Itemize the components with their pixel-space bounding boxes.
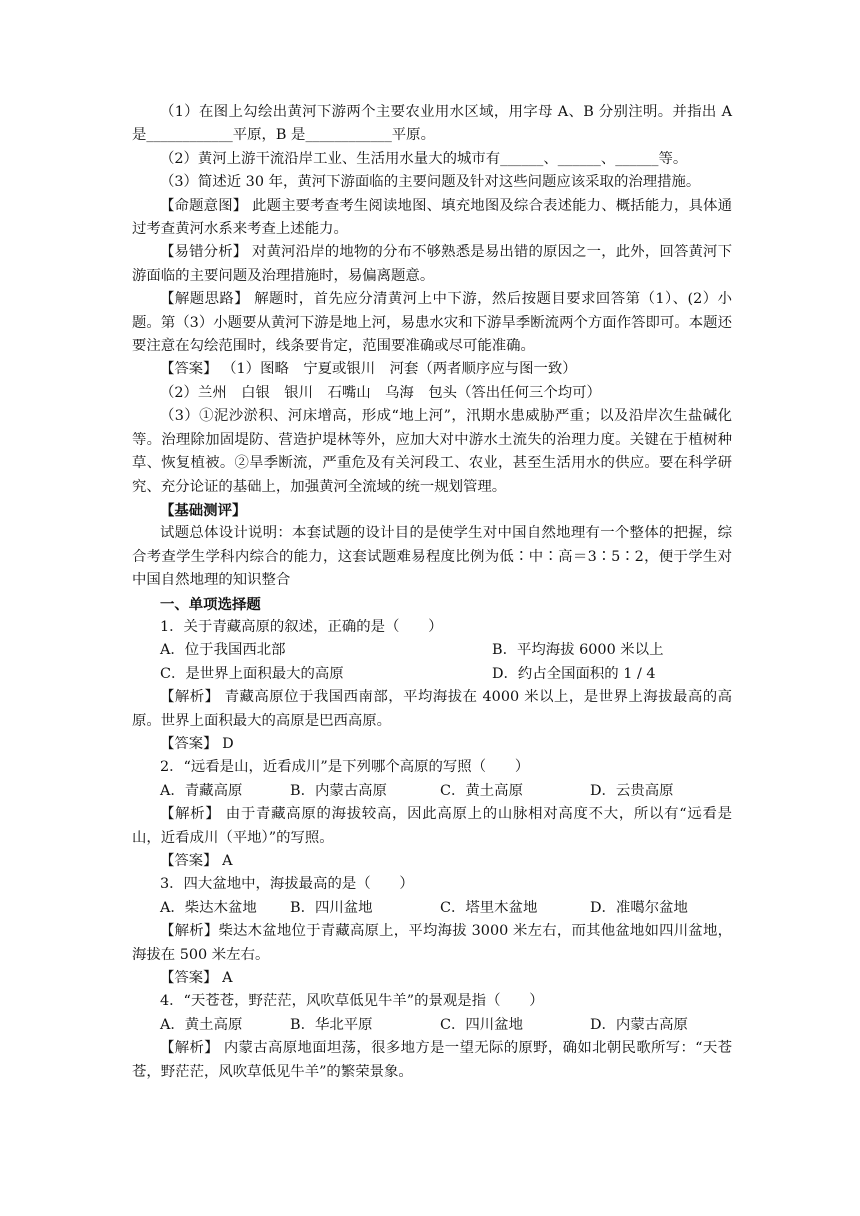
option-b: B．平均海拔 6000 米以上 [492, 642, 664, 659]
question-1-options-row-1 [132, 639, 732, 662]
design-description: 试题总体设计说明：本套试题的设计目的是使学生对中国自然地理有一个整体的把握，综合考查学生学科内综合的能力，这套试题难易程度比例为低∶中∶高＝3∶5∶2，便于学生对中国自然地理的知识整合 [132, 525, 732, 589]
option-b: B．华北平原 [290, 1016, 373, 1033]
option-a: A．位于我国西北部 [160, 642, 286, 659]
question-2-options [132, 780, 732, 803]
question-1-options-row-2 [132, 663, 732, 686]
option-c: C．塔里木盆地 [440, 899, 538, 916]
section-heading-single-choice: 一、单项选择题 [160, 595, 261, 613]
option-c: C．黄土高原 [440, 782, 523, 799]
answer-part-3: （3）①泥沙淤积、河床增高，形成“地上河”，汛期水患威胁严重；以及沿岸次生盐碱化等。治理除加固堤防、营造护堤林等外，应加大对中游水土流失的治理力度。关键在于植树种草、恢复植被。②旱季断流，严重危及有关河段工、农业，甚至生活用水的供应。要在科学研究、充分论证的基础上，加强黄河全流域的统一规划管理。 [132, 408, 732, 495]
option-c: C．是世界上面积最大的高原 [160, 665, 344, 682]
option-b: B．四川盆地 [290, 899, 373, 916]
option-a: A．黄土高原 [160, 1016, 243, 1033]
document-page [132, 101, 732, 1084]
question-4-stem: 4．“天苍苍，野茫茫，风吹草低见牛羊”的景观是指（ ） [160, 993, 544, 1010]
answer-part-2: （2）兰州 白银 银川 石嘴山 乌海 包头（答出任何三个均可） [160, 384, 601, 401]
question-2-analysis: 【解析】 由于青藏高原的海拔较高，因此高原上的山脉相对高度不大，所以有“远看是山，近看成川（平地）”的写照。 [132, 806, 732, 846]
answer-part-1: 【答案】 （1）图略 宁夏或银川 河套（两者顺序应与图一致） [160, 361, 577, 378]
solution-approach-paragraph: 【解题思路】 解题时，首先应分清黄河上中下游，然后按题目要求回答第（1）、(2）小题。第（3）小题要从黄河下游是地上河，易患水灾和下游旱季断流两个方面作答即可。本题还要注意在勾绘范围时，线条要肯定，范围要准确或尽可能准确。 [132, 291, 732, 355]
option-b: B．内蒙古高原 [290, 782, 387, 799]
question-4-analysis: 【解析】 内蒙古高原地面坦荡，很多地方是一望无际的原野，确如北朝民歌所写：“天苍苍，野茫茫，风吹草低见牛羊”的繁荣景象。 [132, 1040, 732, 1080]
question-3-options [132, 897, 732, 920]
question-1-analysis: 【解析】 青藏高原位于我国西南部，平均海拔在 4000 米以上，是世界上海拔最高的高原。世界上面积最大的高原是巴西高原。 [132, 689, 732, 729]
question-1-stem: 1．关于青藏高原的叙述，正确的是（ ） [160, 618, 443, 635]
option-c: C．四川盆地 [440, 1016, 523, 1033]
option-a: A．青藏高原 [160, 782, 243, 799]
option-a: A．柴达木盆地 [160, 899, 257, 916]
question-3-answer: 【答案】 A [160, 970, 233, 987]
option-d: D．准噶尔盆地 [590, 899, 688, 916]
option-d: D．内蒙古高原 [590, 1016, 688, 1033]
error-analysis-paragraph: 【易错分析】 对黄河沿岸的地物的分布不够熟悉是易出错的原因之一，此外，回答黄河下游面临的主要问题及治理措施时，易偏离题意。 [132, 244, 732, 284]
question-1-answer: 【答案】 D [160, 735, 234, 752]
question-3-stem: 3．四大盆地中，海拔最高的是（ ） [160, 876, 414, 893]
question-2-stem: 2．“远看是山，近看成川”是下列哪个高原的写照（ ） [160, 759, 530, 776]
question-2-answer: 【答案】 A [160, 853, 233, 869]
question-part-2: （2）黄河上游干流沿岸工业、生活用水量大的城市有______、______、______等。 [160, 150, 688, 167]
question-4-options [132, 1014, 732, 1037]
question-3-analysis: 【解析】柴达木盆地位于青藏高原上，平均海拔 3000 米左右，而其他盆地如四川盆地，海拔在 500 米左右。 [132, 923, 732, 963]
basic-test-heading: 【基础测评】 [160, 501, 247, 519]
question-part-3: （3）简述近 30 年，黄河下游面临的主要问题及针对这些问题应该采取的治理措施。 [160, 174, 701, 191]
question-part-1: （1）在图上勾绘出黄河下游两个主要农业用水区域，用字母 A、B 分别注明。并指出 A 是____________平原，B 是____________平原。 [132, 104, 732, 144]
option-d: D．约占全国面积的 1 / 4 [492, 665, 656, 682]
intent-paragraph: 【命题意图】 此题主要考查考生阅读地图、填充地图及综合表述能力、概括能力，具体通过考查黄河水系来考查上述能力。 [132, 197, 732, 238]
option-d: D．云贵高原 [590, 782, 674, 799]
